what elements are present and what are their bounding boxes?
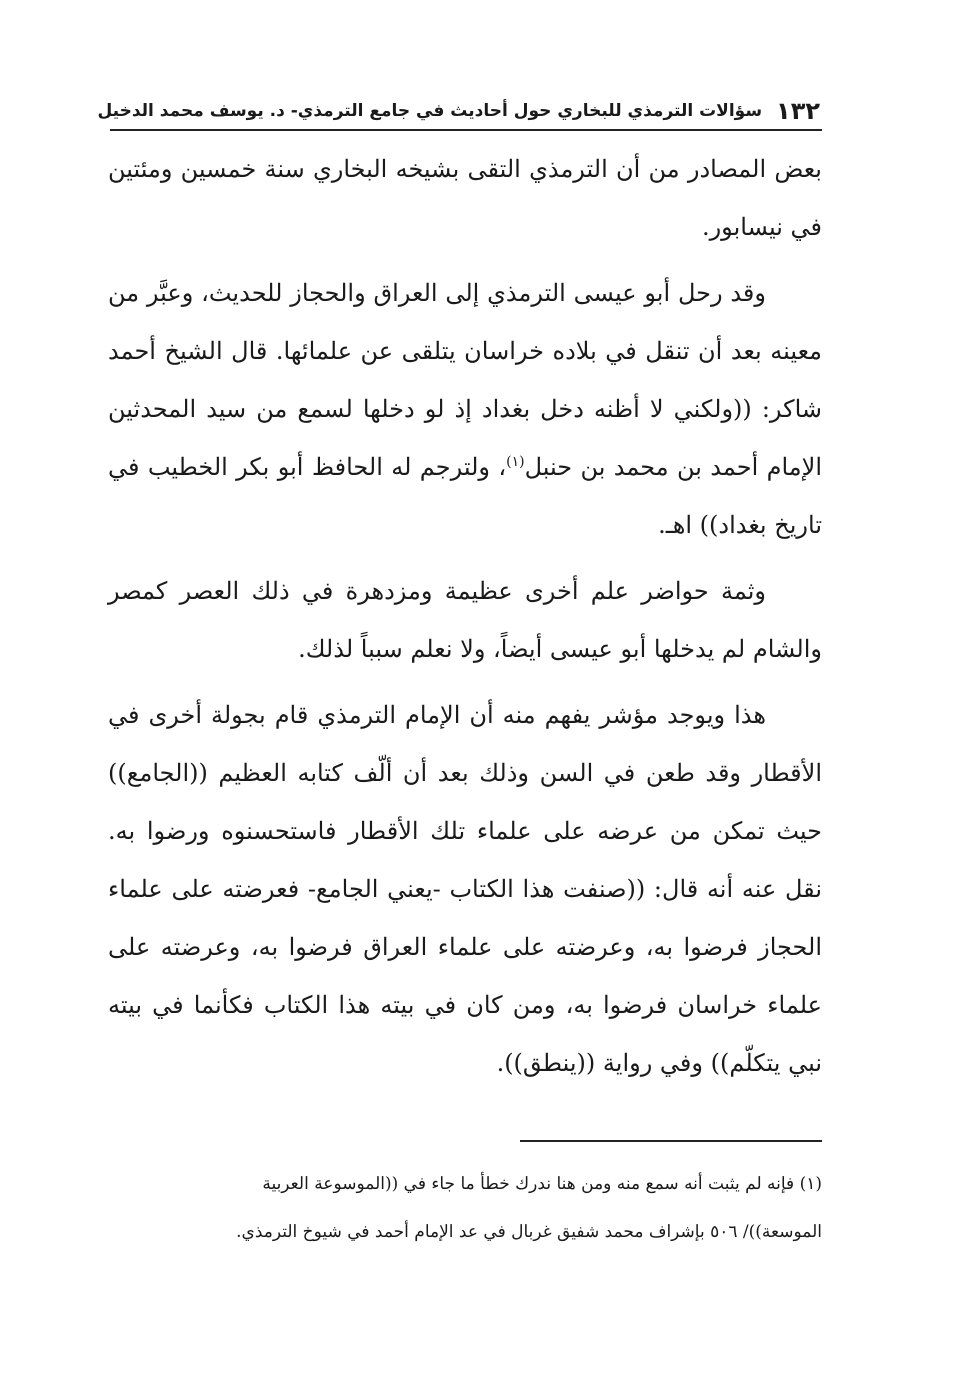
paragraph-2-text-a: وقد رحل أبو عيسى الترمذي إلى العراق والحجاز للحديث، وعبَّر من معينه بعد أن تنقل في بلاده خراسان يتلقى عن علمائها. قال الشيخ أحمد شاكر: ((ولكني لا أظنه دخل بغداد إذ لو دخلها لسمع من سيد المحدثين الإمام أحمد بن محمد بن حنبل — [108, 279, 822, 481]
footnote-reference-1[interactable]: (١) — [506, 454, 525, 470]
footnote-1-line-2: الموسعة))/ ٥٠٦ بإشراف محمد شفيق غربال في عد الإمام أحمد في شيوخ الترمذي. — [236, 1222, 822, 1242]
main-text — [108, 140, 822, 1100]
running-header — [97, 88, 820, 128]
paragraph-4: هذا ويوجد مؤشر يفهم منه أن الإمام الترمذي قام بجولة أخرى في الأقطار وقد طعن في السن وذلك بعد أن ألّف كتابه العظيم ((الجامع)) حيث تمكن من عرضه على علماء تلك الأقطار فاستحسنوه ورضوا به. نقل عنه أنه قال: ((صنفت هذا الكتاب -يعني الجامع- فعرضته على علماء الحجاز فرضوا به، وعرضته على علماء العراق فرضوا به، وعرضته على علماء خراسان فرضوا به، ومن كان في بيته هذا الكتاب فكأنما في بيته نبي يتكلّم)) وفي رواية ((ينطق)). — [108, 701, 822, 1077]
paragraph-2-text-b: ، ولترجم له الحافظ أبو بكر الخطيب في تاريخ بغداد)) اهـ. — [108, 453, 822, 539]
footnote-1-line-1: (١) فإنه لم يثبت أنه سمع منه ومن هنا ندرك خطأ ما جاء في ((الموسوعة العربية — [262, 1174, 822, 1194]
running-title: سؤالات الترمذي للبخاري حول أحاديث في جامع الترمذي- د. يوسف محمد الدخيل — [97, 101, 763, 121]
footnotes — [108, 1160, 822, 1256]
paragraph-2 — [108, 264, 822, 554]
header-divider — [110, 129, 822, 131]
paragraph-3: وثمة حواضر علم أخرى عظيمة ومزدهرة في ذلك العصر كمصر والشام لم يدخلها أبو عيسى أيضاً، ولا نعلم سبباً لذلك. — [108, 577, 822, 663]
page-number: ١٣٢ — [776, 97, 820, 125]
paragraph-1: بعض المصادر من أن الترمذي التقى بشيخه البخاري سنة خمسين ومئتين في نيسابور. — [108, 155, 822, 241]
footnote-divider — [520, 1140, 822, 1142]
